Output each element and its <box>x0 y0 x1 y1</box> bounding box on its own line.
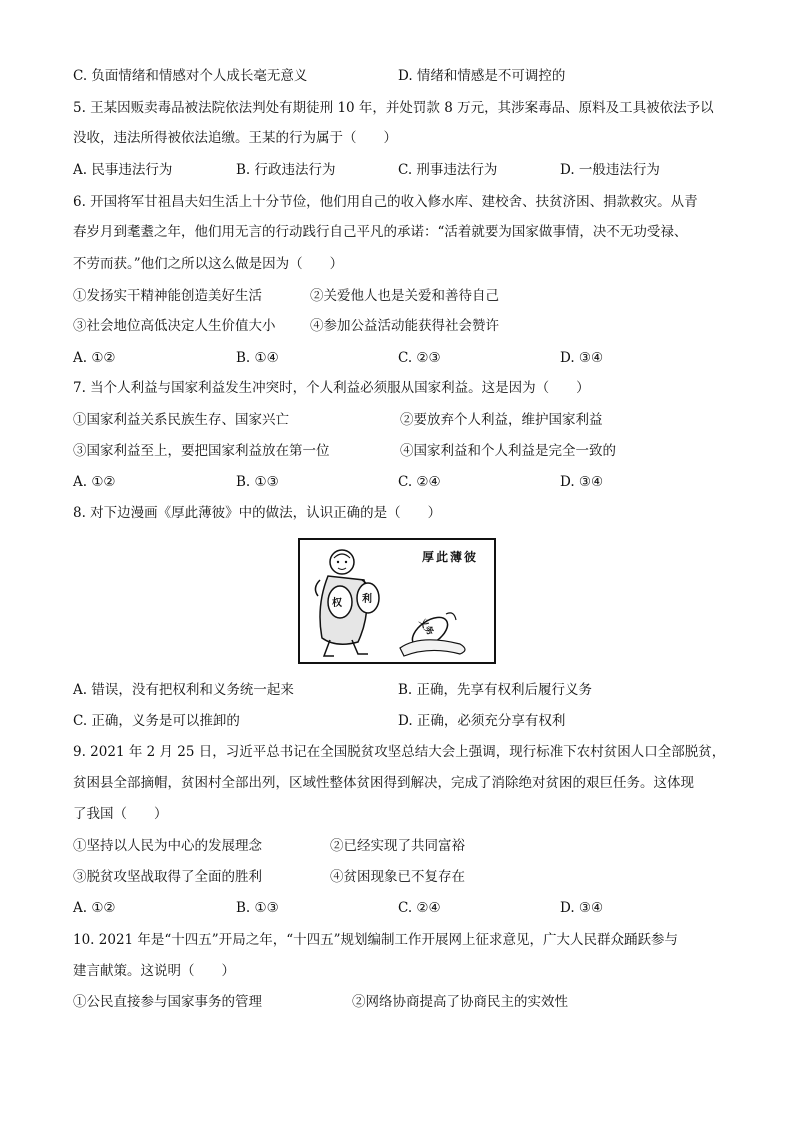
q9-option-b: B. ①③ <box>236 900 279 916</box>
q9-stem-line1: 9. 2021 年 2 月 25 日，习近平总书记在全国脱贫攻坚总结大会上强调，现行标准下农村贫困人口全部脱贫， <box>73 744 726 760</box>
q9-statement-1: ①坚持以人民为中心的发展理念 <box>73 838 262 854</box>
cartoon-label-duty: 义务 <box>416 617 436 638</box>
q9-stem-line2: 贫困县全部摘帽，贫困村全部出列，区域性整体贫困得到解决，完成了消除绝对贫困的艰巨任务。这体现 <box>73 775 694 791</box>
q10-statement-2: ②网络协商提高了协商民主的实效性 <box>352 994 568 1010</box>
q8-option-a: A. 错误，没有把权利和义务统一起来 <box>73 682 294 698</box>
cartoon-drawing <box>300 540 494 662</box>
q6-statement-4: ④参加公益活动能获得社会赞许 <box>310 318 499 334</box>
q4-option-d: D. 情绪和情感是不可调控的 <box>398 68 566 84</box>
q9-statement-4: ④贫困现象已不复存在 <box>330 869 465 885</box>
q4-option-c: C. 负面情绪和情感对个人成长毫无意义 <box>73 68 308 84</box>
q9-option-a: A. ①② <box>73 900 116 916</box>
q6-option-a: A. ①② <box>73 350 116 366</box>
q7-stem-line1: 7. 当个人利益与国家利益发生冲突时，个人利益必须服从国家利益。这是因为（ ） <box>73 380 590 396</box>
q8-option-d: D. 正确，必须充分享有权利 <box>398 713 566 729</box>
q7-option-a: A. ①② <box>73 474 116 490</box>
q6-option-d: D. ③④ <box>560 350 604 366</box>
q9-statement-2: ②已经实现了共同富裕 <box>330 838 465 854</box>
q8-option-b: B. 正确，先享有权利后履行义务 <box>398 682 593 698</box>
q9-stem-line3: 了我国（ ） <box>73 806 168 822</box>
q10-stem-line1: 10. 2021 年是“十四五”开局之年，“十四五”规划编制工作开展网上征求意见，广大人民群众踊跃参与 <box>73 932 679 948</box>
q6-statement-1: ①发扬实干精神能创造美好生活 <box>73 288 262 304</box>
q7-statement-4: ④国家利益和个人利益是完全一致的 <box>400 443 616 459</box>
q7-statement-3: ③国家利益至上，要把国家利益放在第一位 <box>73 443 330 459</box>
q9-option-d: D. ③④ <box>560 900 604 916</box>
cartoon-title: 厚此薄彼 <box>421 550 478 564</box>
cartoon-label-power: 权 <box>332 598 342 609</box>
q7-statement-2: ②要放弃个人利益，维护国家利益 <box>400 412 603 428</box>
q8-stem-line1: 8. 对下边漫画《厚此薄彼》中的做法，认识正确的是（ ） <box>73 505 442 521</box>
cartoon-label-rights: 利 <box>362 594 372 605</box>
q5-option-b: B. 行政违法行为 <box>236 162 336 178</box>
q6-statement-3: ③社会地位高低决定人生价值大小 <box>73 318 276 334</box>
q6-stem-line3: 不劳而获。”他们之所以这么做是因为（ ） <box>73 256 344 272</box>
q5-option-c: C. 刑事违法行为 <box>398 162 498 178</box>
q5-stem-line2: 没收，违法所得被依法追缴。王某的行为属于（ ） <box>73 130 397 146</box>
q10-stem-line2: 建言献策。这说明（ ） <box>73 963 235 979</box>
q5-option-a: A. 民事违法行为 <box>73 162 173 178</box>
q9-option-c: C. ②④ <box>398 900 441 916</box>
q6-option-b: B. ①④ <box>236 350 279 366</box>
q5-stem-line1: 5. 王某因贩卖毒品被法院依法判处有期徒刑 10 年，并处罚款 8 万元，其涉案毒品、原料及工具被依法予以 <box>73 100 714 116</box>
q7-option-d: D. ③④ <box>560 474 604 490</box>
q7-statement-1: ①国家利益关系民族生存、国家兴亡 <box>73 412 289 428</box>
q6-stem-line1: 6. 开国将军甘祖昌夫妇生活上十分节俭，他们用自己的收入修水库、建校舍、扶贫济困、捐款救灾。从青 <box>73 194 698 210</box>
q5-option-d: D. 一般违法行为 <box>560 162 660 178</box>
q7-option-b: B. ①③ <box>236 474 279 490</box>
q6-option-c: C. ②③ <box>398 350 441 366</box>
q8-option-c: C. 正确，义务是可以推卸的 <box>73 713 240 729</box>
cartoon-image <box>298 538 496 664</box>
q9-statement-3: ③脱贫攻坚战取得了全面的胜利 <box>73 869 262 885</box>
q6-stem-line2: 春岁月到耄耋之年，他们用无言的行动践行自己平凡的承诺：“活着就要为国家做事情，决不无功受禄、 <box>73 224 688 240</box>
q7-option-c: C. ②④ <box>398 474 441 490</box>
q10-statement-1: ①公民直接参与国家事务的管理 <box>73 994 262 1010</box>
q6-statement-2: ②关爱他人也是关爱和善待自己 <box>310 288 499 304</box>
